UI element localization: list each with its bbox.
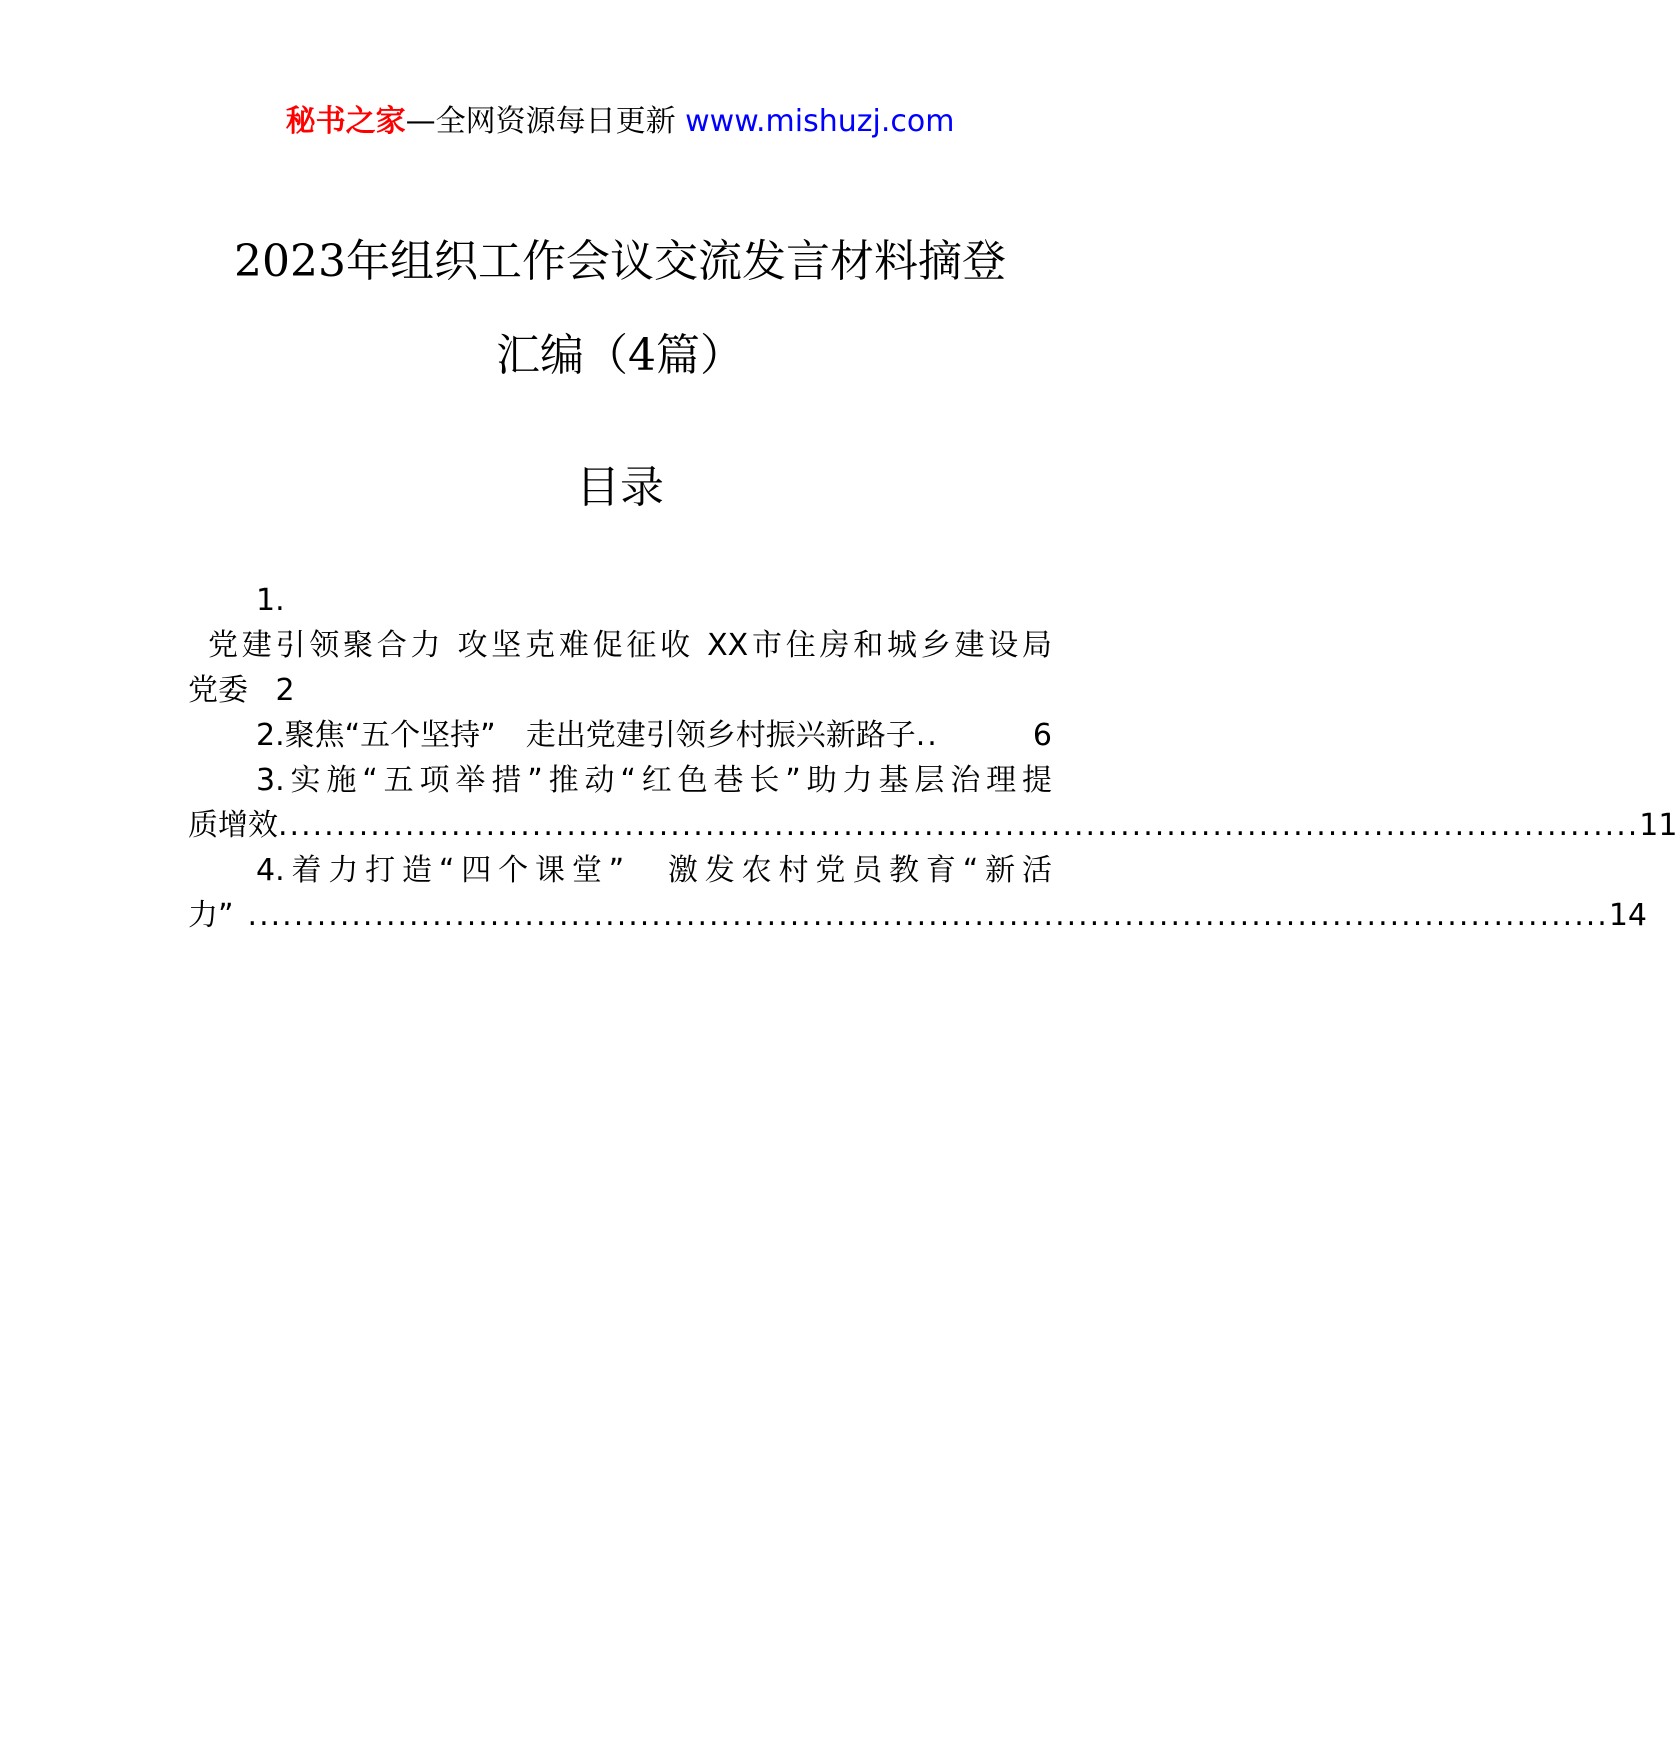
- table-of-contents: [188, 578, 1677, 938]
- brand-name: 秘书之家: [285, 104, 406, 139]
- toc-entry-3-title-end: 质增效: [188, 808, 278, 843]
- toc-entry-4-title-continued[interactable]: [188, 893, 1647, 938]
- toc-entry-1-number[interactable]: 1.: [256, 583, 285, 618]
- toc-entry-3-leader: ......................................................................................................................: [278, 808, 1640, 843]
- toc-entry-4-page: 14: [1608, 898, 1647, 933]
- toc-entry-3-page: 11: [1639, 808, 1677, 843]
- toc-entry-4-title[interactable]: 4.着力打造“四个课堂” 激发农村党员教育“新活: [256, 853, 1052, 888]
- site-header: [0, 102, 1240, 142]
- document-title-line-2: 汇编（4篇）: [496, 330, 744, 381]
- toc-entry-2-page: 6: [1032, 718, 1052, 753]
- header-tagline: —全网资源每日更新: [405, 104, 676, 139]
- toc-entry-4-title-end: 力”: [188, 898, 234, 933]
- toc-entry-3-title[interactable]: 3.实施“五项举措”推动“红色巷长”助力基层治理提: [256, 763, 1052, 798]
- document-title-line-1: 2023年组织工作会议交流发言材料摘登: [234, 236, 1006, 287]
- toc-entry-1-title-end: 党委: [188, 673, 248, 708]
- toc-entry-1-title-continued[interactable]: [188, 668, 1052, 713]
- toc-heading: 目录: [576, 462, 664, 513]
- toc-entry-3-title-continued[interactable]: [188, 803, 1677, 848]
- toc-entry-1-title[interactable]: 党建引领聚合力 攻坚克难促征收 XX市住房和城乡建设局: [208, 628, 1052, 663]
- toc-entry-2-leader: ..: [915, 718, 939, 753]
- toc-entry-2[interactable]: [188, 713, 1052, 758]
- toc-entry-2-title: 2.聚焦“五个坚持” 走出党建引领乡村振兴新路子: [256, 718, 916, 753]
- site-url-link[interactable]: www.mishuzj.com: [685, 104, 955, 139]
- toc-entry-1-page: 2: [275, 673, 295, 708]
- toc-entry-4-leader: ......................................................................................................................: [247, 898, 1609, 933]
